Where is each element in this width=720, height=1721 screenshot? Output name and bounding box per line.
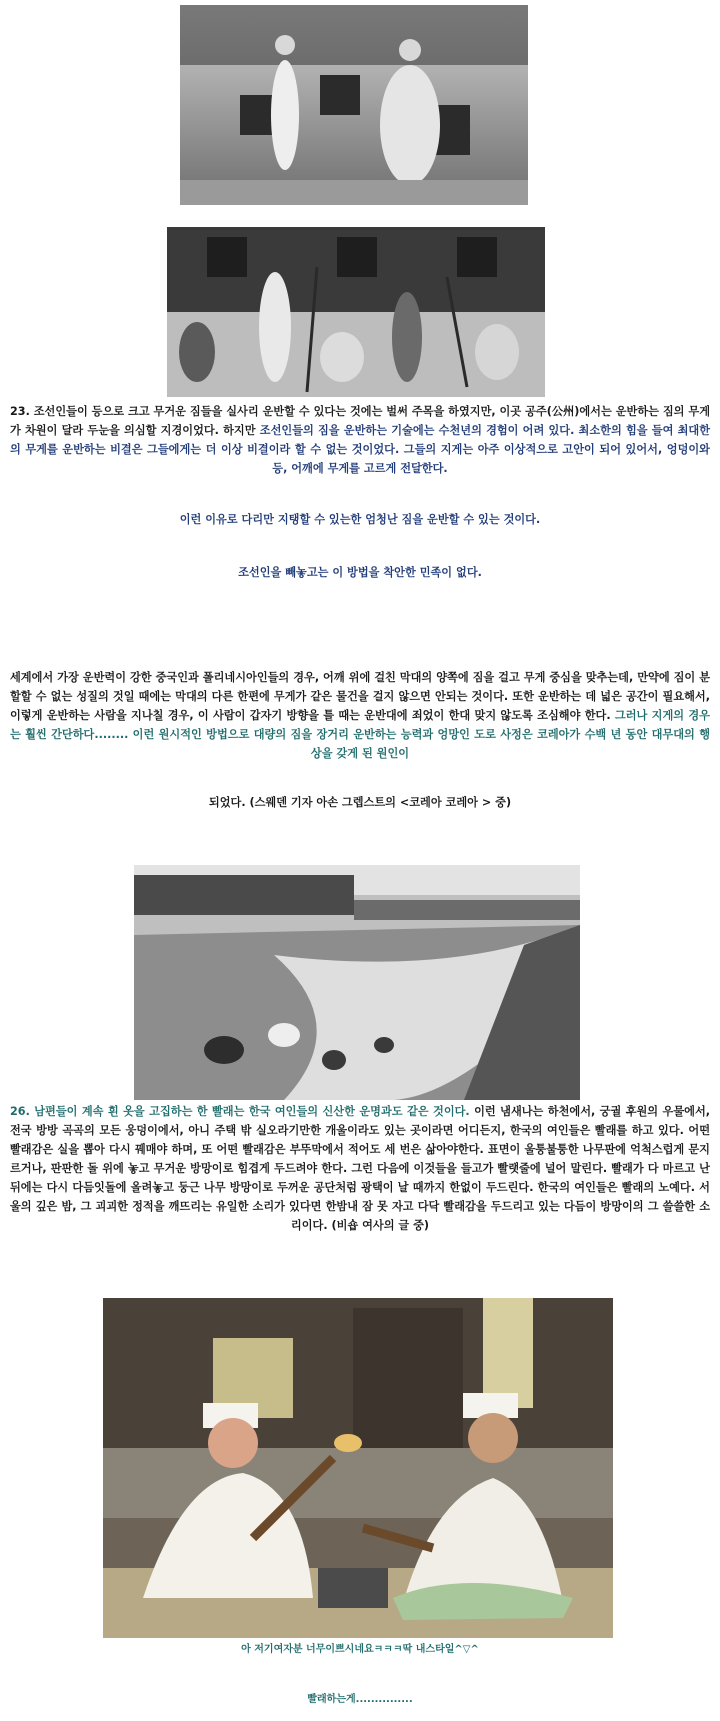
- paragraph-26-body: 이런 냄새나는 하천에서, 궁궐 후원의 우물에서, 전국 방방 곡곡의 모든 웅덩이에서, 아니 주택 밖 실오라기만한 개울이라도 있는 곳이라면 어디든지, 한국의 여인들은 빨래를 하고 있다. 어떤 빨래감은 실을 뽑아 다시 꿰매야 하며, 또 어떤 빨래감은 부뚜막에서 적어도 세 번은 삶아야한다. 표면이 울퉁불퉁한 나무판에 억척스럽게 문지르거나, 판판한 돌 위에 놓고 무거운 방망이로 힘겹게 두드려야 한다. 그런 다음에 이것들을 들고가 빨랫줄에 널어 말린다. 빨래가 다 마르고 난 뒤에는 다시 다듬잇돌에 올려놓고 둥근 나무 방망이로 두꺼운 공단처럼 광택이 날 때까지 한없이 두드린다. 한국의 여인들은 빨래의 노예다. 서울의 깊은 밤, 그 괴괴한 정적을 깨뜨리는 유일한 소리가 있다면 한밤내 잠 못 자고 다닥 빨래감을 두드리고 있는 다듬이 방망이의 그 쓸쓸한 소리이다. (비숍 여사의 글 중): [10, 1105, 711, 1232]
- paragraph-comparison-highlight: 그러나 지게의 경우는 훨씬 간단하다........ 이런 원시적인 방법으로 대량의 짐을 장거리 운반하는 능력과 엉망인 도로 사정은 코레아가 수백 년 동안 대무대의 행상을 갖게 된 원인이: [10, 709, 710, 760]
- paragraph-comparison: [10, 668, 710, 763]
- photo-stream-washing: [134, 865, 580, 1100]
- paragraph-23-highlight: 조선인들의 짐을 운반하는 기술에는 수천년의 경험이 어려 있다. 최소한의 힘을 들여 최대한의 무게를 운반하는 비결은 그들에게는 더 이상 비결이라 할 수 없는 것이었다. 그들의 지게는 아주 이상적으로 고안이 되어 있어서, 엉덩이와 등, 어깨에 무게를 고르게 전달한다.: [10, 424, 710, 475]
- paragraph-source: 되었다. (스웨덴 기자 아손 그렙스트의 <코레아 코레아 > 중): [208, 796, 512, 809]
- paragraph-unique: 조선인을 빼놓고는 이 방법을 착안한 민족이 없다.: [238, 566, 482, 579]
- paragraph-23: [10, 402, 710, 478]
- paragraph-26-lead: 26. 남편들이 계속 흰 옷을 고집하는 한 빨래는 한국 여인들의 신산한 운명과도 같은 것이다.: [10, 1105, 470, 1118]
- photo-jige-porters: [167, 227, 545, 397]
- paragraph-26: [10, 1102, 710, 1235]
- caption-laundry: 빨래하는게...............: [307, 1694, 413, 1705]
- photo-two-women-dadeumi: [103, 1298, 613, 1638]
- paragraph-reason: 이런 이유로 다리만 지탱할 수 있는한 엄청난 짐을 운반할 수 있는 것이다.: [179, 513, 541, 526]
- paragraph-23-lead: 23. 조선인들이 등으로 크고 무거운 짐들을 실사리 운반할 수 있다는 것에는 벌써 주목을 하였지만, 이곳 공주(公州)에서는 운반하는 짐의 무게가 차원이 달라 두눈을 의심할 지경이었다. 하지만: [10, 405, 710, 437]
- paragraph-comparison-body: 세계에서 가장 운반력이 강한 중국인과 폴리네시아인들의 경우, 어깨 위에 걸친 막대의 양쪽에 짐을 걸고 무게 중심을 맞추는데, 만약에 짐이 분할할 수 없는 성질의 것일 때에는 막대의 다른 한편에 무게가 같은 물건을 걸지 않으면 안되는 것이다. 또한 운반하는 데 넓은 공간이 필요해서, 이렇게 운반하는 사람을 지나칠 경우, 이 사람이 갑자기 방향을 틀 때는 운반대에 죄었이 한대 맞지 않도록 조심해야 한다.: [10, 671, 710, 722]
- photo-water-carriers: [180, 5, 528, 205]
- caption-comment: 아 저기여자분 너무이쁘시네요ㅋㅋㅋ딱 내스타일^▽^: [241, 1644, 479, 1655]
